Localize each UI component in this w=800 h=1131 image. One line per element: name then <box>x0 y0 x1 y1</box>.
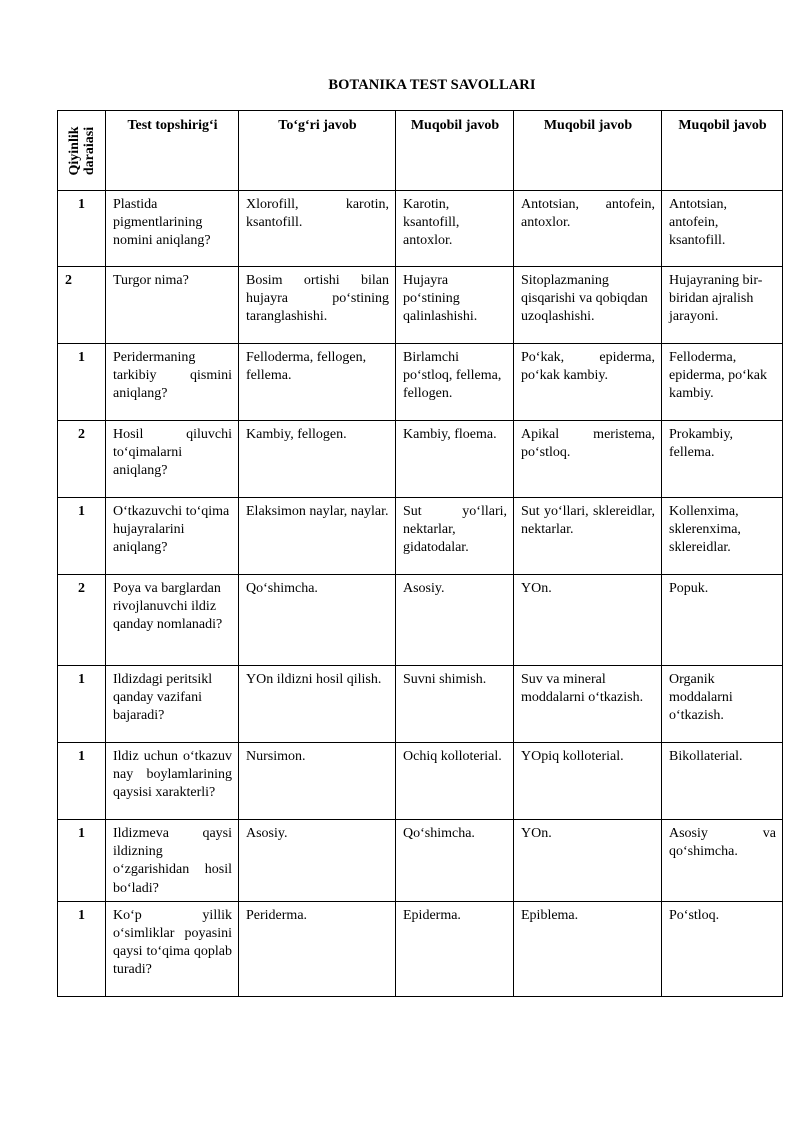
cell-alt1: Karotin, ksantofill, antoxlor. <box>396 191 514 267</box>
table-row <box>58 344 783 421</box>
cell-level: 1 <box>58 344 106 421</box>
cell-alt1: Ochiq kolloterial. <box>396 743 514 820</box>
cell-alt3: Hujayraning bir-biridan ajralish jarayoni. <box>662 267 783 344</box>
cell-question: Turgor nima? <box>106 267 239 344</box>
cell-alt2: YOpiq kolloterial. <box>514 743 662 820</box>
cell-alt3: Prokambiy, fellema. <box>662 421 783 498</box>
cell-level: 2 <box>58 421 106 498</box>
table-row <box>58 666 783 743</box>
cell-level: 2 <box>58 267 106 344</box>
table-row <box>58 743 783 820</box>
cell-level: 1 <box>58 498 106 575</box>
header-level-line1: Qiyinlik <box>66 125 82 176</box>
header-level <box>58 111 106 191</box>
cell-alt1: Kambiy, floema. <box>396 421 514 498</box>
cell-alt2: Apikal meristema, po‘stloq. <box>514 421 662 498</box>
cell-correct: Xlorofill, karotin, ksantofill. <box>239 191 396 267</box>
cell-question: Peridermaning tarkibiy qismini aniqlang? <box>106 344 239 421</box>
cell-question: Ildizmeva qaysi ildizning o‘zgarishidan hosil bo‘ladi? <box>106 820 239 902</box>
cell-level: 1 <box>58 820 106 902</box>
header-alt3: Muqobil javob <box>662 111 783 191</box>
cell-correct: Felloderma, fellogen, fellema. <box>239 344 396 421</box>
cell-level: 2 <box>58 575 106 666</box>
cell-correct: Periderma. <box>239 901 396 996</box>
cell-alt1: Suvni shimish. <box>396 666 514 743</box>
table-row <box>58 191 783 267</box>
cell-alt1: Qo‘shimcha. <box>396 820 514 902</box>
cell-question: Hosil qiluvchi to‘qimalarni aniqlang? <box>106 421 239 498</box>
test-table <box>57 110 783 997</box>
cell-alt2: Antotsian, antofein, antoxlor. <box>514 191 662 267</box>
table-row <box>58 575 783 666</box>
cell-correct: Qo‘shimcha. <box>239 575 396 666</box>
cell-alt2: YOn. <box>514 575 662 666</box>
cell-correct: YOn ildizni hosil qilish. <box>239 666 396 743</box>
table-header-row <box>58 111 783 191</box>
cell-level: 1 <box>58 901 106 996</box>
header-alt2: Muqobil javob <box>514 111 662 191</box>
header-level-line2: daraiasi <box>81 126 97 175</box>
header-alt1: Muqobil javob <box>396 111 514 191</box>
cell-level: 1 <box>58 666 106 743</box>
cell-alt3: Organik moddalarni o‘tkazish. <box>662 666 783 743</box>
table-row <box>58 421 783 498</box>
cell-alt3: Felloderma, epiderma, po‘kak kambiy. <box>662 344 783 421</box>
table-row <box>58 901 783 996</box>
cell-correct: Nursimon. <box>239 743 396 820</box>
cell-alt2: Sut yo‘llari, sklereidlar, nektarlar. <box>514 498 662 575</box>
cell-alt2: Epiblema. <box>514 901 662 996</box>
table-row <box>58 498 783 575</box>
cell-alt1: Hujayra po‘stining qalinlashishi. <box>396 267 514 344</box>
cell-alt3: Antotsian, antofein, ksantofill. <box>662 191 783 267</box>
cell-alt1: Epiderma. <box>396 901 514 996</box>
table-row <box>58 267 783 344</box>
header-level-text <box>67 126 97 175</box>
cell-question: Ko‘p yillik o‘simliklar poyasini qaysi to‘qima qoplab turadi? <box>106 901 239 996</box>
cell-question: Ildiz uchun o‘tkazuv nay boylamlarining qaysisi xarakterli? <box>106 743 239 820</box>
cell-correct: Elaksimon naylar, naylar. <box>239 498 396 575</box>
cell-alt3: Po‘stloq. <box>662 901 783 996</box>
cell-level: 1 <box>58 191 106 267</box>
cell-alt2: Sitoplazmaning qisqarishi va qobiqdan uzoqlashishi. <box>514 267 662 344</box>
cell-alt2: YOn. <box>514 820 662 902</box>
cell-correct: Kambiy, fellogen. <box>239 421 396 498</box>
cell-question: Ildizdagi peritsikl qanday vazifani bajaradi? <box>106 666 239 743</box>
cell-alt3: Asosiy va qo‘shimcha. <box>662 820 783 902</box>
cell-alt3: Kollenxima, sklerenxima, sklereidlar. <box>662 498 783 575</box>
header-correct: To‘g‘ri javob <box>239 111 396 191</box>
cell-question: Poya va barglardan rivojlanuvchi ildiz qanday nomlanadi? <box>106 575 239 666</box>
cell-alt1: Sut yo‘llari, nektarlar, gidatodalar. <box>396 498 514 575</box>
cell-alt3: Popuk. <box>662 575 783 666</box>
header-question: Test topshirig‘i <box>106 111 239 191</box>
cell-question: O‘tkazuvchi to‘qima hujayralarini aniqlang? <box>106 498 239 575</box>
cell-alt2: Suv va mineral moddalarni o‘tkazish. <box>514 666 662 743</box>
cell-alt2: Po‘kak, epiderma, po‘kak kambiy. <box>514 344 662 421</box>
page-title: BOTANIKA TEST SAVOLLARI <box>328 77 536 93</box>
cell-correct: Bosim ortishi bilan hujayra po‘stining taranglashishi. <box>239 267 396 344</box>
cell-level: 1 <box>58 743 106 820</box>
cell-alt1: Birlamchi po‘stloq, fellema, fellogen. <box>396 344 514 421</box>
cell-question: Plastida pigmentlarining nomini aniqlang? <box>106 191 239 267</box>
cell-correct: Asosiy. <box>239 820 396 902</box>
table-row <box>58 820 783 902</box>
cell-alt1: Asosiy. <box>396 575 514 666</box>
cell-alt3: Bikollaterial. <box>662 743 783 820</box>
